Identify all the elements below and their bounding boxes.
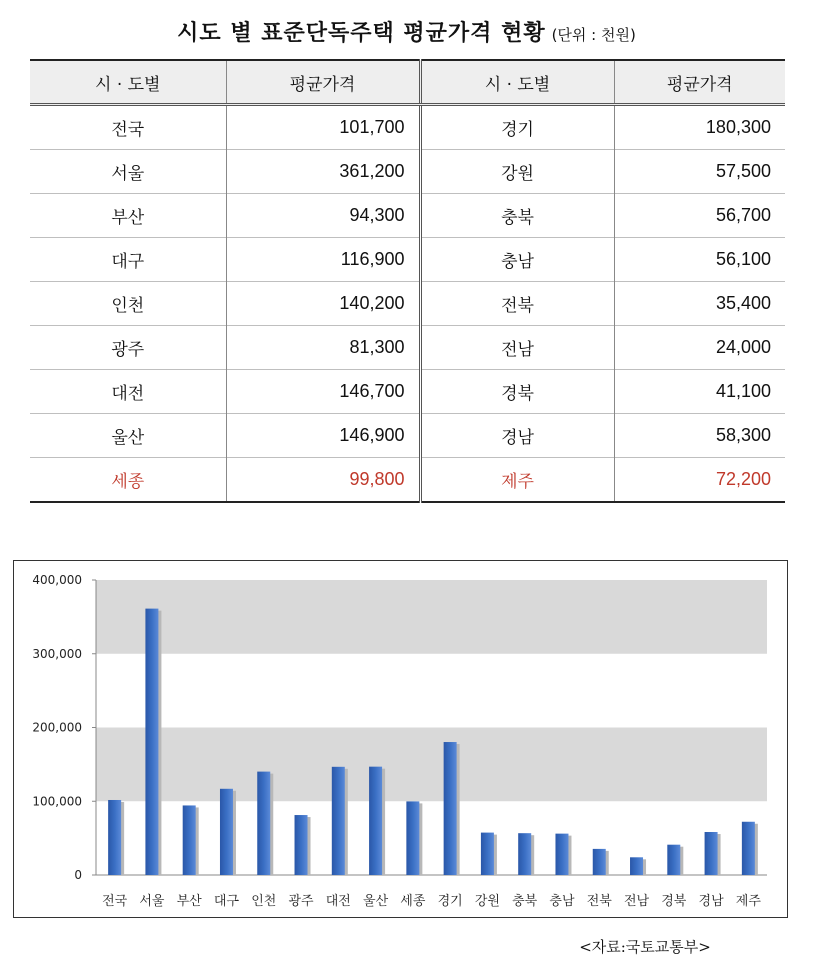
bar xyxy=(220,789,233,875)
left-price-cell: 140,200 xyxy=(226,282,420,326)
x-tick-label: 충북 xyxy=(512,894,538,909)
left-price-cell: 81,300 xyxy=(226,326,420,370)
bar xyxy=(295,815,308,875)
left-price-cell: 99,800 xyxy=(226,458,420,503)
bar xyxy=(555,834,568,875)
right-price-cell: 35,400 xyxy=(614,282,785,326)
table-row xyxy=(30,414,785,458)
bar xyxy=(630,857,643,875)
y-tick-label: 200,000 xyxy=(32,720,82,735)
left-region-cell: 전국 xyxy=(111,120,145,140)
x-tick-label: 경기 xyxy=(437,894,463,909)
left-price-cell: 101,700 xyxy=(226,105,420,150)
x-tick-label: 전북 xyxy=(586,894,612,909)
left-region-cell: 인천 xyxy=(30,282,226,326)
header-left-region: 시 · 도별 xyxy=(30,60,226,105)
bar xyxy=(518,833,531,875)
y-tick-label: 400,000 xyxy=(32,573,82,587)
left-region-cell: 부산 xyxy=(30,194,226,238)
bar xyxy=(183,805,196,875)
right-region-cell: 충북 xyxy=(420,194,614,238)
right-price-cell: 72,200 xyxy=(614,458,785,503)
bar xyxy=(481,833,494,875)
bar xyxy=(108,800,121,875)
x-tick-label: 경남 xyxy=(698,894,724,909)
x-tick-label: 서울 xyxy=(139,894,165,909)
right-region-cell: 강원 xyxy=(420,150,614,194)
x-tick-label: 전국 xyxy=(102,894,128,909)
y-tick-label: 0 xyxy=(74,868,82,882)
table-row xyxy=(30,282,785,326)
x-tick-label: 광주 xyxy=(288,894,314,909)
x-tick-label: 경북 xyxy=(661,894,687,909)
x-tick-label: 강원 xyxy=(474,894,500,909)
bar xyxy=(257,772,270,875)
right-price-cell: 58,300 xyxy=(614,414,785,458)
title-main: 시도 별 표준단독주택 평균가격 현황 xyxy=(177,20,546,46)
title-unit: (단위 : 천원) xyxy=(551,26,636,44)
right-region-cell: 충남 xyxy=(420,238,614,282)
x-tick-label: 전남 xyxy=(623,894,650,909)
right-price-cell: 57,500 xyxy=(614,150,785,194)
y-tick-label: 300,000 xyxy=(32,646,82,661)
x-tick-label: 대구 xyxy=(213,894,240,909)
right-price-cell: 41,100 xyxy=(614,370,785,414)
x-tick-label: 부산 xyxy=(176,894,202,909)
bar xyxy=(742,822,755,875)
table-row-highlighted xyxy=(30,458,785,503)
bar xyxy=(332,767,345,875)
left-price-cell: 94,300 xyxy=(226,194,420,238)
bar-chart xyxy=(13,560,788,918)
x-tick-label: 제주 xyxy=(735,894,761,909)
source-note: <자료:국토교통부> xyxy=(579,938,711,956)
table-row xyxy=(30,194,785,238)
x-tick-label: 세종 xyxy=(400,894,426,909)
left-price-cell: 146,700 xyxy=(226,370,420,414)
bar xyxy=(667,845,680,875)
right-price-cell: 56,700 xyxy=(614,194,785,238)
x-tick-label: 울산 xyxy=(363,894,389,909)
grid-band xyxy=(96,580,767,654)
bar xyxy=(705,832,718,875)
left-region-cell: 울산 xyxy=(30,414,226,458)
left-region-cell: 세종 xyxy=(30,458,226,503)
table-row xyxy=(30,370,785,414)
table-row xyxy=(30,238,785,282)
right-price-cell: 24,000 xyxy=(614,326,785,370)
y-tick-label: 100,000 xyxy=(32,794,82,809)
bar xyxy=(369,767,382,875)
table-row xyxy=(30,150,785,194)
header-left-price: 평균가격 xyxy=(226,60,420,105)
left-price-cell: 361,200 xyxy=(226,150,420,194)
right-region-cell: 경북 xyxy=(420,370,614,414)
header-right-price: 평균가격 xyxy=(614,60,785,105)
right-price-cell: 180,300 xyxy=(614,105,785,150)
chart-svg xyxy=(14,561,787,917)
bar xyxy=(406,801,419,875)
left-region-cell: 서울 xyxy=(30,150,226,194)
left-region-cell: 대전 xyxy=(30,370,226,414)
table-row xyxy=(30,105,785,150)
right-region-cell: 제주 xyxy=(420,458,614,503)
right-region-cell: 전남 xyxy=(420,326,614,370)
grid-band xyxy=(96,728,767,802)
bar xyxy=(444,742,457,875)
header-right-region: 시 · 도별 xyxy=(420,60,614,105)
x-tick-label: 인천 xyxy=(251,894,277,909)
right-region-cell: 경기 xyxy=(420,105,614,150)
page-title xyxy=(0,16,813,47)
left-price-cell: 116,900 xyxy=(226,238,420,282)
bar xyxy=(145,609,158,875)
price-table xyxy=(30,59,785,503)
left-price-cell: 146,900 xyxy=(226,414,420,458)
bar xyxy=(593,849,606,875)
table-header-row xyxy=(30,60,785,105)
x-tick-label: 충남 xyxy=(549,894,575,909)
table-row xyxy=(30,326,785,370)
right-region-cell: 전북 xyxy=(420,282,614,326)
left-region-cell: 대구 xyxy=(30,238,226,282)
x-tick-label: 대전 xyxy=(325,894,351,909)
left-region-cell: 광주 xyxy=(30,326,226,370)
right-price-cell: 56,100 xyxy=(614,238,785,282)
right-region-cell: 경남 xyxy=(420,414,614,458)
